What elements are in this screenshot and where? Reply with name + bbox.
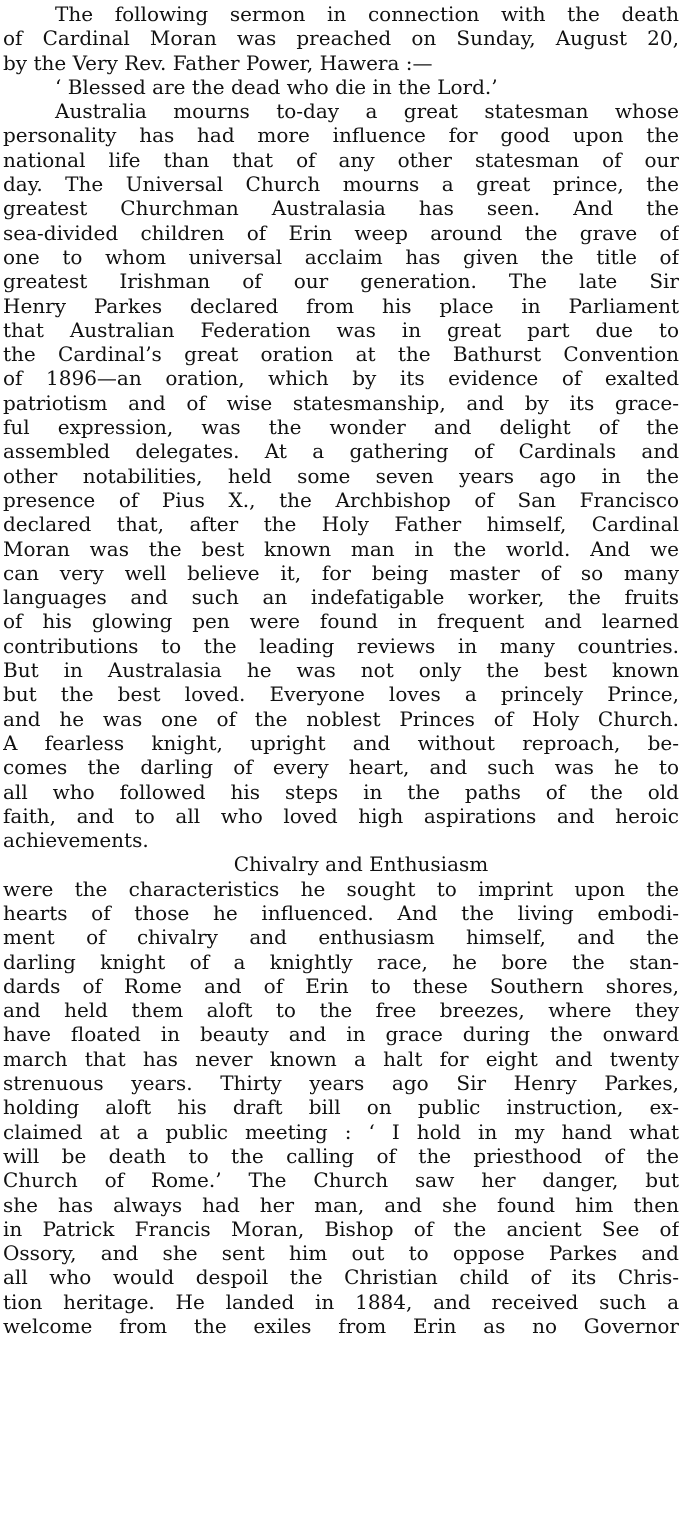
text-line: can very well believe it, for being master of so many (3, 560, 679, 585)
text-line: by the Very Rev. Father Power, Hawera :— (3, 50, 433, 75)
text-line: dards of Rome and of Erin to these Southern shores, (3, 973, 679, 998)
scripture-quote: ‘ Blessed are the dead who die in the Lord.’ (55, 74, 498, 99)
text-line: strenuous years. Thirty years ago Sir Henry Parkes, (3, 1071, 679, 1096)
text-line: but the best loved. Everyone loves a princely Prince, (3, 682, 679, 707)
text-line: and he was one of the noblest Princes of Holy Church. (3, 706, 679, 731)
text-line: national life than that of any other statesman of our (3, 147, 679, 172)
text-line: that Australian Federation was in great part due to (3, 317, 679, 342)
text-line: Ossory, and she sent him out to oppose Parkes and (3, 1241, 679, 1266)
text-line: comes the darling of every heart, and such was he to (3, 755, 679, 780)
text-line: of Cardinal Moran was preached on Sunday, August 20, (3, 26, 679, 51)
text-line: other notabilities, held some seven years ago in the (3, 463, 679, 488)
text-line: have floated in beauty and in grace during the onward (3, 1022, 679, 1047)
text-line: holding aloft his draft bill on public instruction, ex- (3, 1095, 679, 1120)
text-line: hearts of those he influenced. And the living embodi- (3, 900, 679, 925)
text-line: greatest Irishman of our generation. The late Sir (3, 269, 679, 294)
text-line: languages and such an indefatigable worker, the fruits (3, 585, 679, 610)
text-line: welcome from the exiles from Erin as no Governor (3, 1314, 679, 1339)
text-line: Australia mourns to-day a great statesman whose (55, 99, 679, 124)
text-line: of his glowing pen were found in frequent and learned (3, 609, 679, 634)
text-line: were the characteristics he sought to imprint upon the (3, 876, 679, 901)
text-line: Moran was the best known man in the world. And we (3, 536, 679, 561)
text-line: will be death to the calling of the priesthood of the (3, 1143, 679, 1168)
text-line: all who would despoil the Christian child of its Chris- (3, 1265, 679, 1290)
text-line: greatest Churchman Australasia has seen. And the (3, 196, 679, 221)
body-paragraph-2 (3, 877, 679, 1339)
text-line: assembled delegates. At a gathering of Cardinals and (3, 439, 679, 464)
text-line: achievements. (3, 828, 149, 853)
text-line: claimed at a public meeting : ‘ I hold in my hand what (3, 1119, 679, 1144)
text-line: in Patrick Francis Moran, Bishop of the ancient See of (3, 1216, 679, 1241)
text-line: contributions to the leading reviews in many countries. (3, 633, 679, 658)
section-subheading: Chivalry and Enthusiasm (233, 852, 489, 877)
text-line: The following sermon in connection with the death (55, 2, 679, 26)
text-line: A fearless knight, upright and without reproach, be- (3, 730, 679, 755)
text-line: faith, and to all who loved high aspirations and heroic (3, 803, 679, 828)
text-line: one to whom universal acclaim has given the title of (3, 244, 679, 269)
text-line: sea-divided children of Erin weep around the grave of (3, 220, 679, 245)
text-line: personality has had more influence for good upon the (3, 123, 679, 148)
text-line: of 1896—an oration, which by its evidence of exalted (3, 366, 679, 391)
text-line: she has always had her man, and she found him then (3, 1192, 679, 1217)
text-line: patriotism and of wise statesmanship, and by its grace- (3, 390, 679, 415)
text-line: the Cardinal’s great oration at the Bathurst Convention (3, 342, 679, 367)
body-paragraph-1 (3, 99, 679, 852)
text-line: Henry Parkes declared from his place in Parliament (3, 293, 679, 318)
text-line: ment of chivalry and enthusiasm himself, and the (3, 925, 679, 950)
text-line: Church of Rome.’ The Church saw her danger, but (3, 1168, 679, 1193)
text-line: all who followed his steps in the paths of the old (3, 779, 679, 804)
text-line: presence of Pius X., the Archbishop of San Francisco (3, 487, 679, 512)
text-line: declared that, after the Holy Father himself, Cardinal (3, 512, 679, 537)
text-line: day. The Universal Church mourns a great prince, the (3, 172, 679, 197)
text-line: But in Australasia he was not only the best known (3, 658, 679, 683)
text-line: tion heritage. He landed in 1884, and received such a (3, 1289, 679, 1314)
intro-paragraph (3, 2, 679, 75)
text-line: ful expression, was the wonder and delight of the (3, 415, 679, 440)
text-line: darling knight of a knightly race, he bore the stan- (3, 949, 679, 974)
text-line: march that has never known a halt for eight and twenty (3, 1046, 679, 1071)
text-line: and held them aloft to the free breezes, where they (3, 998, 679, 1023)
